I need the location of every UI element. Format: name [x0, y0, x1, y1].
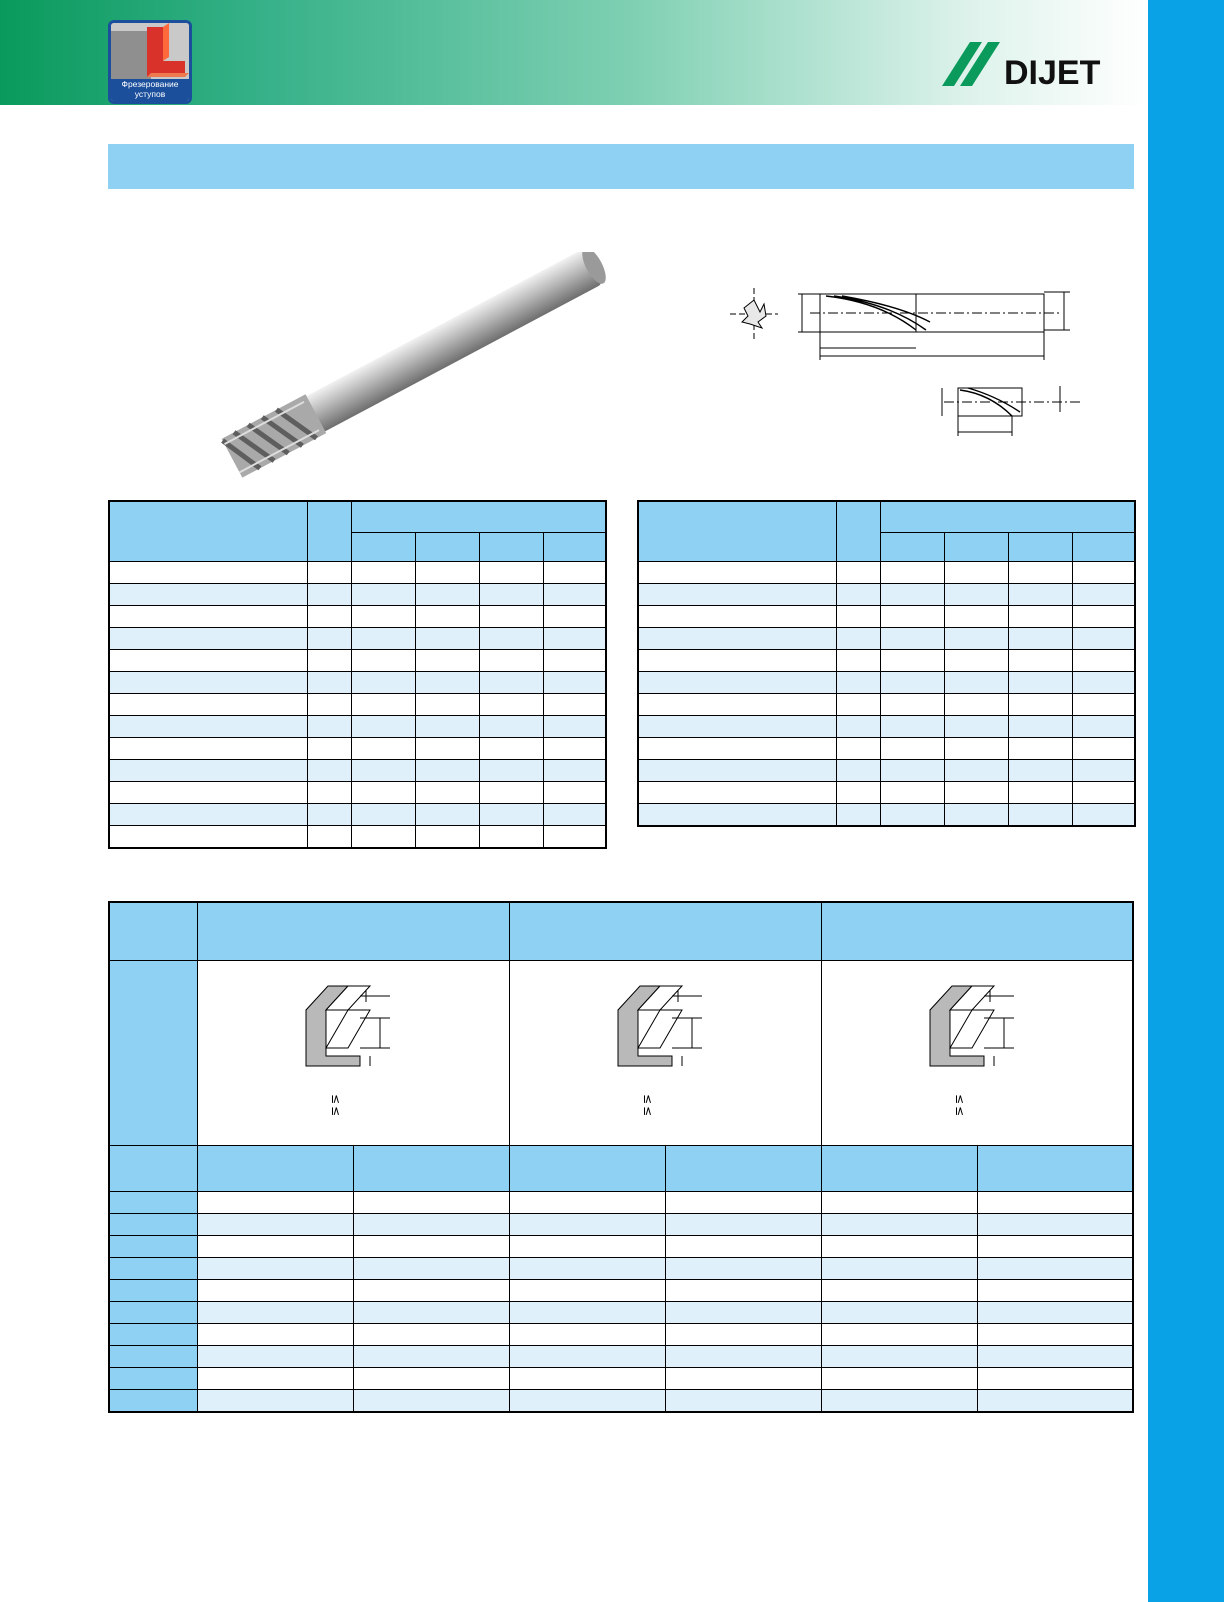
table-row: [638, 605, 1135, 627]
machining-diagram-icon: [298, 976, 408, 1126]
header-cell: [351, 501, 606, 532]
le-symbol: ≤: [641, 1106, 655, 1117]
dijet-logo: [942, 38, 1134, 90]
table-row: [638, 627, 1135, 649]
header-cell: [353, 1145, 509, 1191]
spec-table-left: [108, 500, 607, 849]
header-cell: [944, 532, 1008, 561]
header-cell: [197, 1145, 353, 1191]
side-strip: [1148, 0, 1224, 1602]
table-row: [109, 1279, 1133, 1301]
table-row: [638, 737, 1135, 759]
table-row: [109, 627, 606, 649]
header-cell: [1008, 532, 1072, 561]
table-row: [109, 649, 606, 671]
header-cell: [1072, 532, 1135, 561]
le-symbol: ≤: [641, 1094, 655, 1105]
header-cell: [880, 532, 944, 561]
table-row: [638, 693, 1135, 715]
table-row: [638, 671, 1135, 693]
machining-diagram-3: [821, 960, 1133, 1145]
machining-diagram-icon: [922, 976, 1032, 1126]
end-mill-drawing: [730, 282, 1100, 452]
header-cell: [415, 532, 479, 561]
table-row: [109, 1345, 1133, 1367]
header-cell: [109, 902, 197, 960]
table-row: [109, 1323, 1133, 1345]
table-row: [109, 1301, 1133, 1323]
header-cell: [665, 1145, 821, 1191]
le-symbol: ≤: [952, 1106, 967, 1117]
table-row: [109, 1191, 1133, 1213]
cutting-conditions-table: [108, 901, 1134, 1413]
header-cell: [543, 532, 606, 561]
machining-diagram-2: [509, 960, 821, 1145]
table-row: [638, 781, 1135, 803]
header-cell: [977, 1145, 1133, 1191]
header-cell: [479, 532, 543, 561]
le-symbol: ≤: [329, 1106, 343, 1117]
table-row: [638, 649, 1135, 671]
le-symbol: ≤: [329, 1094, 343, 1105]
header-cell: [836, 501, 880, 561]
table-row: [109, 1367, 1133, 1389]
table-row: [109, 803, 606, 825]
header-cell: [638, 501, 836, 561]
table-row: [109, 671, 606, 693]
table-row: [109, 1389, 1133, 1412]
table-row: [109, 583, 606, 605]
header-cell: [197, 902, 509, 960]
table-row: [638, 759, 1135, 781]
table-row: [109, 737, 606, 759]
le-symbol: ≤: [952, 1094, 967, 1105]
table-row: [109, 561, 606, 583]
title-band: [108, 144, 1134, 189]
end-mill-photo: [190, 252, 630, 482]
category-badge: [108, 20, 192, 104]
header-cell: [821, 1145, 977, 1191]
table-row: [638, 803, 1135, 826]
header-cell: [351, 532, 415, 561]
header-cell: [307, 501, 351, 561]
table-row: [109, 1257, 1133, 1279]
table-row: [109, 781, 606, 803]
machining-diagram-icon: [610, 976, 720, 1126]
header-cell: [821, 902, 1133, 960]
header-cell: [880, 501, 1135, 532]
table-row: [638, 561, 1135, 583]
spec-table-right: [637, 500, 1136, 827]
table-row: [109, 825, 606, 848]
label-cell: [109, 960, 197, 1145]
machining-diagram-1: [197, 960, 509, 1145]
table-row: [109, 715, 606, 737]
header-cell: [109, 1145, 197, 1191]
table-row: [109, 759, 606, 781]
table-row: [638, 715, 1135, 737]
header-cell: [509, 1145, 665, 1191]
header-cell: [509, 902, 821, 960]
table-row: [109, 1235, 1133, 1257]
table-row: [638, 583, 1135, 605]
category-caption: Фрезерование уступов: [111, 79, 189, 101]
header-cell: [109, 501, 307, 561]
shoulder-milling-icon: [111, 23, 189, 83]
table-row: [109, 605, 606, 627]
svg-text:DIJET: DIJET: [1004, 54, 1101, 90]
table-row: [109, 693, 606, 715]
table-row: [109, 1213, 1133, 1235]
